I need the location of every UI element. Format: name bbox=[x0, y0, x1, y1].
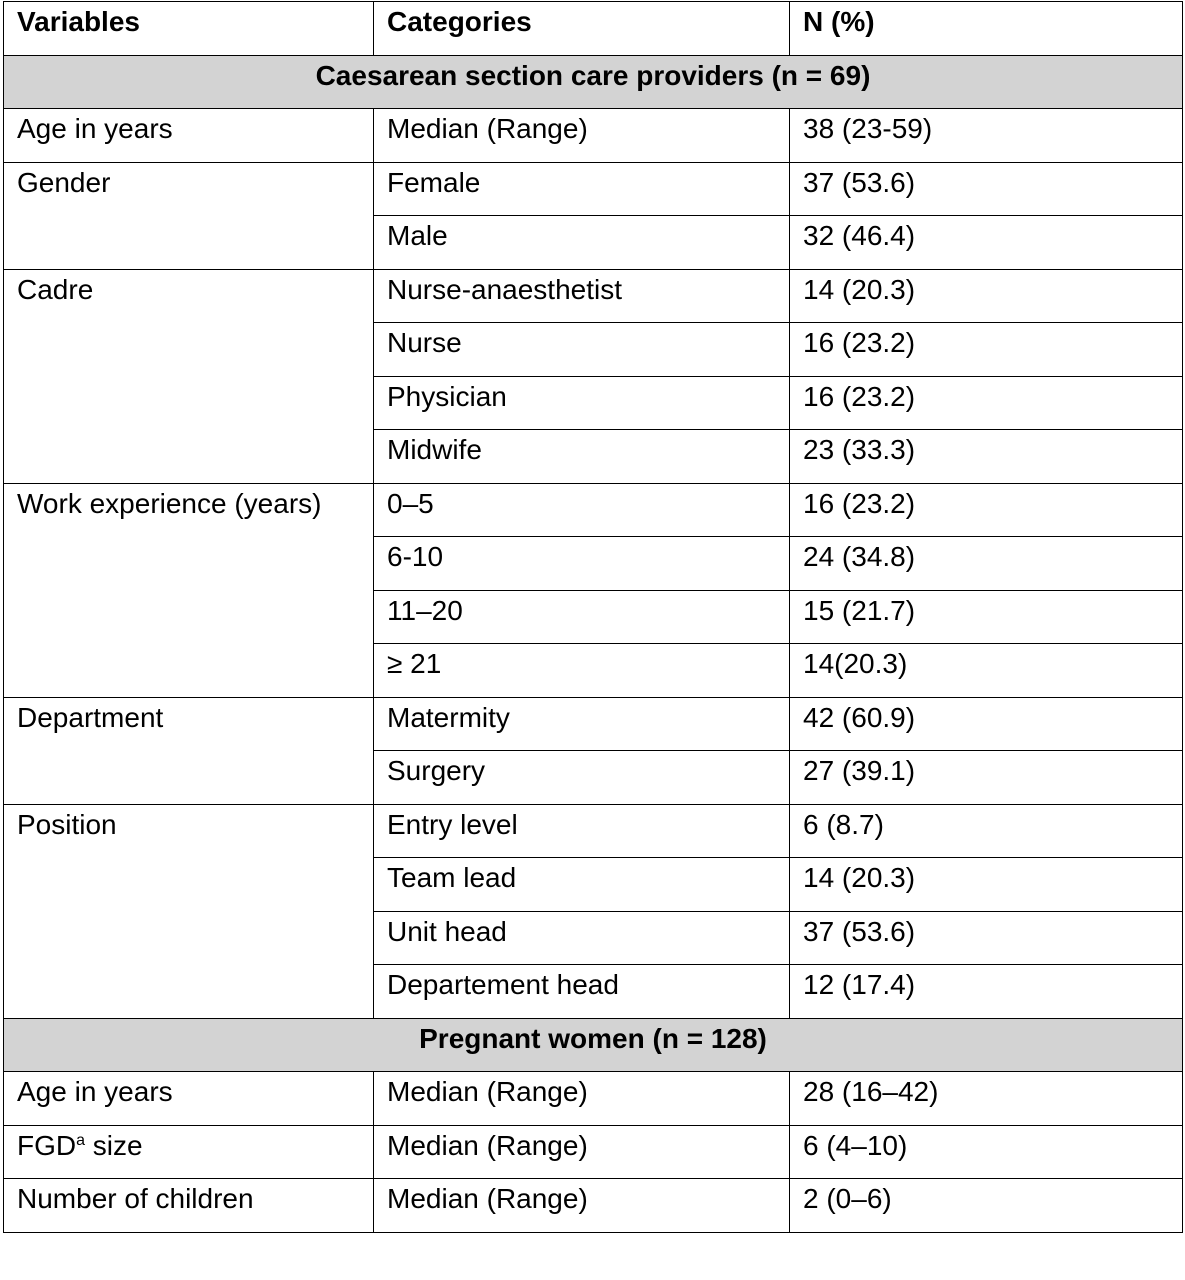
category-cell: Matermity bbox=[374, 697, 790, 751]
category-cell: Physician bbox=[374, 376, 790, 430]
variable-cell: Number of children bbox=[4, 1179, 374, 1233]
value-cell: 14 (20.3) bbox=[790, 269, 1183, 323]
table-body bbox=[4, 55, 1183, 1232]
variable-cell: Position bbox=[4, 804, 374, 1018]
value-cell: 15 (21.7) bbox=[790, 590, 1183, 644]
table-row bbox=[4, 269, 1183, 323]
category-cell: Female bbox=[374, 162, 790, 216]
value-cell: 2 (0–6) bbox=[790, 1179, 1183, 1233]
variable-cell: Gender bbox=[4, 162, 374, 269]
category-cell: Nurse bbox=[374, 323, 790, 377]
section-title: Caesarean section care providers (n = 69) bbox=[4, 55, 1183, 109]
value-cell: 23 (33.3) bbox=[790, 430, 1183, 484]
category-cell: Median (Range) bbox=[374, 109, 790, 163]
category-cell: Median (Range) bbox=[374, 1125, 790, 1179]
header-row bbox=[4, 2, 1183, 56]
category-cell: Nurse-anaesthetist bbox=[374, 269, 790, 323]
category-cell: Surgery bbox=[374, 751, 790, 805]
category-cell: 0–5 bbox=[374, 483, 790, 537]
table-row bbox=[4, 109, 1183, 163]
demographics-table bbox=[3, 1, 1183, 1233]
section-title: Pregnant women (n = 128) bbox=[4, 1018, 1183, 1072]
value-cell: 27 (39.1) bbox=[790, 751, 1183, 805]
value-cell: 38 (23-59) bbox=[790, 109, 1183, 163]
variable-cell: Cadre bbox=[4, 269, 374, 483]
variable-cell: Work experience (years) bbox=[4, 483, 374, 697]
variable-cell: Age in years bbox=[4, 1072, 374, 1126]
category-cell: Median (Range) bbox=[374, 1072, 790, 1126]
variable-label: FGD bbox=[17, 1129, 77, 1161]
table-row bbox=[4, 804, 1183, 858]
value-cell: 14(20.3) bbox=[790, 644, 1183, 698]
section-row bbox=[4, 1018, 1183, 1072]
value-cell: 37 (53.6) bbox=[790, 162, 1183, 216]
table-row bbox=[4, 162, 1183, 216]
section-row bbox=[4, 55, 1183, 109]
category-cell: Midwife bbox=[374, 430, 790, 484]
table-row bbox=[4, 1072, 1183, 1126]
header-variables: Variables bbox=[4, 2, 374, 56]
category-cell: Team lead bbox=[374, 858, 790, 912]
category-cell: Male bbox=[374, 216, 790, 270]
category-cell: Departement head bbox=[374, 965, 790, 1019]
value-cell: 37 (53.6) bbox=[790, 911, 1183, 965]
value-cell: 32 (46.4) bbox=[790, 216, 1183, 270]
category-cell: Unit head bbox=[374, 911, 790, 965]
category-cell: 6-10 bbox=[374, 537, 790, 591]
table-row bbox=[4, 697, 1183, 751]
header-n-percent: N (%) bbox=[790, 2, 1183, 56]
value-cell: 12 (17.4) bbox=[790, 965, 1183, 1019]
footnote-marker: a bbox=[76, 1131, 86, 1149]
value-cell: 42 (60.9) bbox=[790, 697, 1183, 751]
table-row bbox=[4, 483, 1183, 537]
table-row bbox=[4, 1179, 1183, 1233]
table-row bbox=[4, 1125, 1183, 1179]
category-cell: Median (Range) bbox=[374, 1179, 790, 1233]
value-cell: 14 (20.3) bbox=[790, 858, 1183, 912]
value-cell: 16 (23.2) bbox=[790, 323, 1183, 377]
category-cell: 11–20 bbox=[374, 590, 790, 644]
value-cell: 16 (23.2) bbox=[790, 376, 1183, 430]
variable-cell: Age in years bbox=[4, 109, 374, 163]
variable-label-suffix: size bbox=[85, 1129, 143, 1161]
value-cell: 28 (16–42) bbox=[790, 1072, 1183, 1126]
category-cell: ≥ 21 bbox=[374, 644, 790, 698]
category-cell: Entry level bbox=[374, 804, 790, 858]
value-cell: 16 (23.2) bbox=[790, 483, 1183, 537]
value-cell: 6 (4–10) bbox=[790, 1125, 1183, 1179]
value-cell: 6 (8.7) bbox=[790, 804, 1183, 858]
value-cell: 24 (34.8) bbox=[790, 537, 1183, 591]
variable-cell: Department bbox=[4, 697, 374, 804]
header-categories: Categories bbox=[374, 2, 790, 56]
variable-cell bbox=[4, 1125, 374, 1179]
